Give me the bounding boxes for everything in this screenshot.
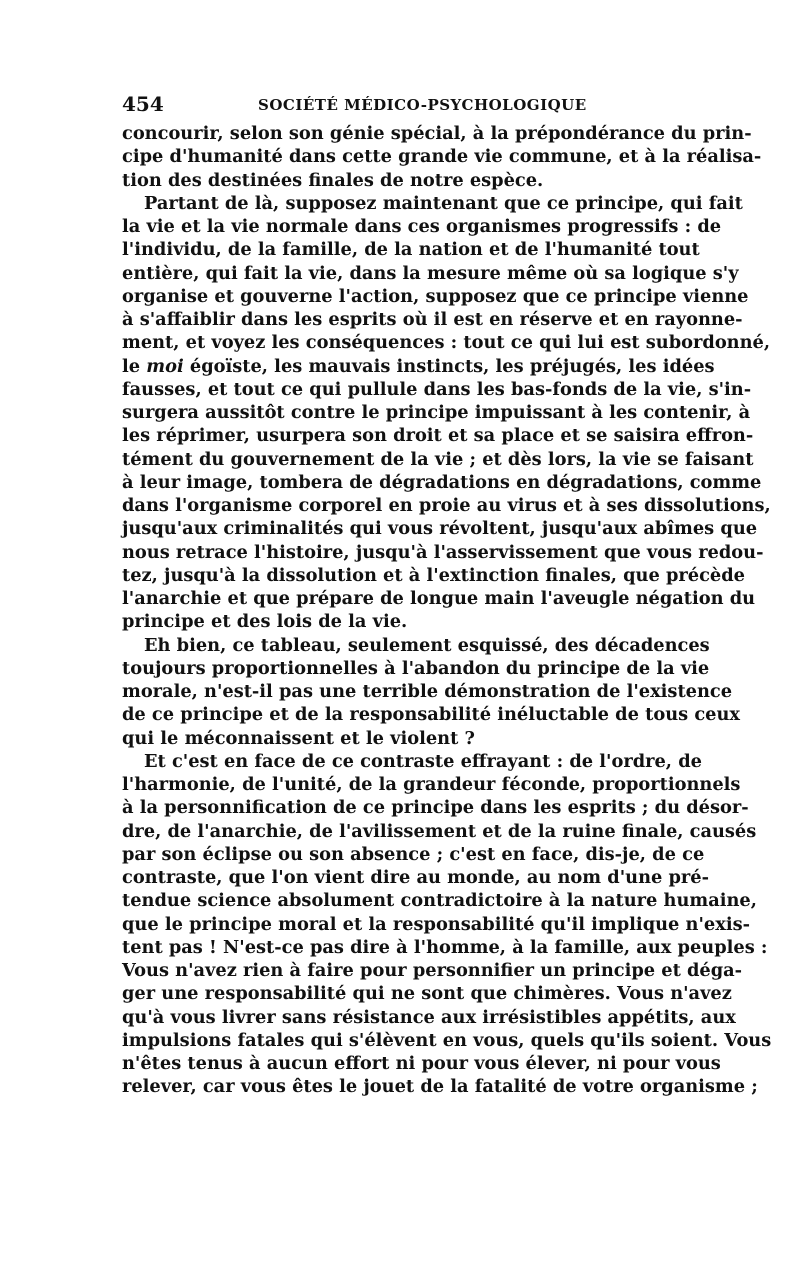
text-line: surgera aussitôt contre le principe impuissant à les contenir, à: [122, 402, 751, 423]
text-line: fausses, et tout ce qui pullule dans les bas-fonds de la vie, s'in-: [122, 378, 752, 400]
text-line: dre, de l'anarchie, de l'avilissement et de la ruine finale, causés: [122, 820, 757, 842]
text-line: que le principe moral et la responsabilité qu'il implique n'exis-: [122, 913, 750, 935]
text-line: organise et gouverne l'action, supposez que ce principe vienne: [122, 285, 749, 307]
text-line: ger une responsabilité qui ne sont que chimères. Vous n'avez: [122, 983, 732, 1005]
text-line: par son éclipse ou son absence ; c'est en face, dis-je, de ce: [122, 843, 705, 865]
text-line: dans l'organisme corporel en proie au virus et à ses dissolutions,: [122, 495, 771, 516]
text-line: cipe d'humanité dans cette grande vie commune, et à la réalisa-: [122, 146, 762, 168]
text-line: à leur image, tombera de dégradations en dégradations, comme: [122, 471, 762, 493]
text-line: concourir, selon son génie spécial, à la prépondérance du prin-: [122, 123, 752, 144]
text-line: de ce principe et de la responsabilité inéluctable de tous ceux: [122, 704, 740, 726]
body-text: [122, 122, 772, 1099]
paragraph-first-line: Eh bien, ce tableau, seulement esquissé, des décadences: [144, 634, 710, 656]
text-line: entière, qui fait la vie, dans la mesure même où sa logique s'y: [122, 262, 739, 284]
text-line: nous retrace l'histoire, jusqu'à l'asservissement que vous redou-: [122, 541, 764, 563]
text-fragment: égoïste, les mauvais instincts, les préjugés, les idées: [189, 355, 715, 377]
text-line: tion des destinées finales de notre espèce.: [122, 169, 544, 191]
text-line: n'êtes tenus à aucun effort ni pour vous élever, ni pour vous: [122, 1053, 721, 1074]
running-title: SOCIÉTÉ MÉDICO-PSYCHOLOGIQUE: [258, 96, 587, 114]
text-line: tent pas ! N'est-ce pas dire à l'homme, à la famille, aux peuples :: [122, 936, 768, 958]
text-line: relever, car vous êtes le jouet de la fatalité de votre organisme ;: [122, 1076, 758, 1098]
text-line: contraste, que l'on vient dire au monde, au nom d'une pré-: [122, 867, 709, 888]
text-line: ment, et voyez les conséquences : tout ce qui lui est subordonné,: [122, 332, 771, 354]
text-line: à s'affaiblir dans les esprits où il est en réserve et en rayonne-: [122, 309, 743, 330]
paragraph-first-line: Partant de là, supposez maintenant que ce principe, qui fait: [144, 192, 743, 214]
text-line: la vie et la vie normale dans ces organismes progressifs : de: [122, 216, 722, 237]
text-line: l'anarchie et que prépare de longue main l'aveugle négation du: [122, 588, 756, 609]
text-line: les réprimer, usurpera son droit et sa place et se saisira effron-: [122, 425, 754, 447]
text-line: toujours proportionnelles à l'abandon du principe de la vie: [122, 657, 710, 679]
text-line: morale, n'est-il pas une terrible démonstration de l'existence: [122, 681, 733, 702]
text-line: à la personnification de ce principe dans les esprits ; du désor-: [122, 797, 749, 819]
paragraph-first-line: Et c'est en face de ce contraste effrayant : de l'ordre, de: [144, 750, 702, 772]
text-line: jusqu'aux criminalités qui vous révoltent, jusqu'aux abîmes que: [122, 518, 758, 540]
text-line: tendue science absolument contradictoire à la nature humaine,: [122, 890, 757, 912]
text-line: principe et des lois de la vie.: [122, 611, 408, 633]
text-line: tez, jusqu'à la dissolution et à l'extinction finales, que précède: [122, 564, 745, 586]
book-page: [122, 92, 772, 1099]
text-line: qui le méconnaissent et le violent ?: [122, 727, 475, 749]
running-head: [122, 92, 678, 122]
emphasized-word: moi: [146, 355, 184, 377]
text-line: qu'à vous livrer sans résistance aux irrésistibles appétits, aux: [122, 1006, 736, 1028]
text-line: impulsions fatales qui s'élèvent en vous, quels qu'ils soient. Vous: [122, 1029, 772, 1051]
text-line: l'harmonie, de l'unité, de la grandeur féconde, proportionnels: [122, 774, 741, 795]
text-line: Vous n'avez rien à faire pour personnifier un principe et déga-: [122, 960, 743, 981]
page-number: 454: [122, 92, 164, 116]
text-line: tément du gouvernement de la vie ; et dès lors, la vie se faisant: [122, 448, 754, 470]
text-line: l'individu, de la famille, de la nation et de l'humanité tout: [122, 239, 700, 261]
text-line-with-emphasis: le moi égoïste, les mauvais instincts, les préjugés, les idées: [122, 355, 715, 377]
